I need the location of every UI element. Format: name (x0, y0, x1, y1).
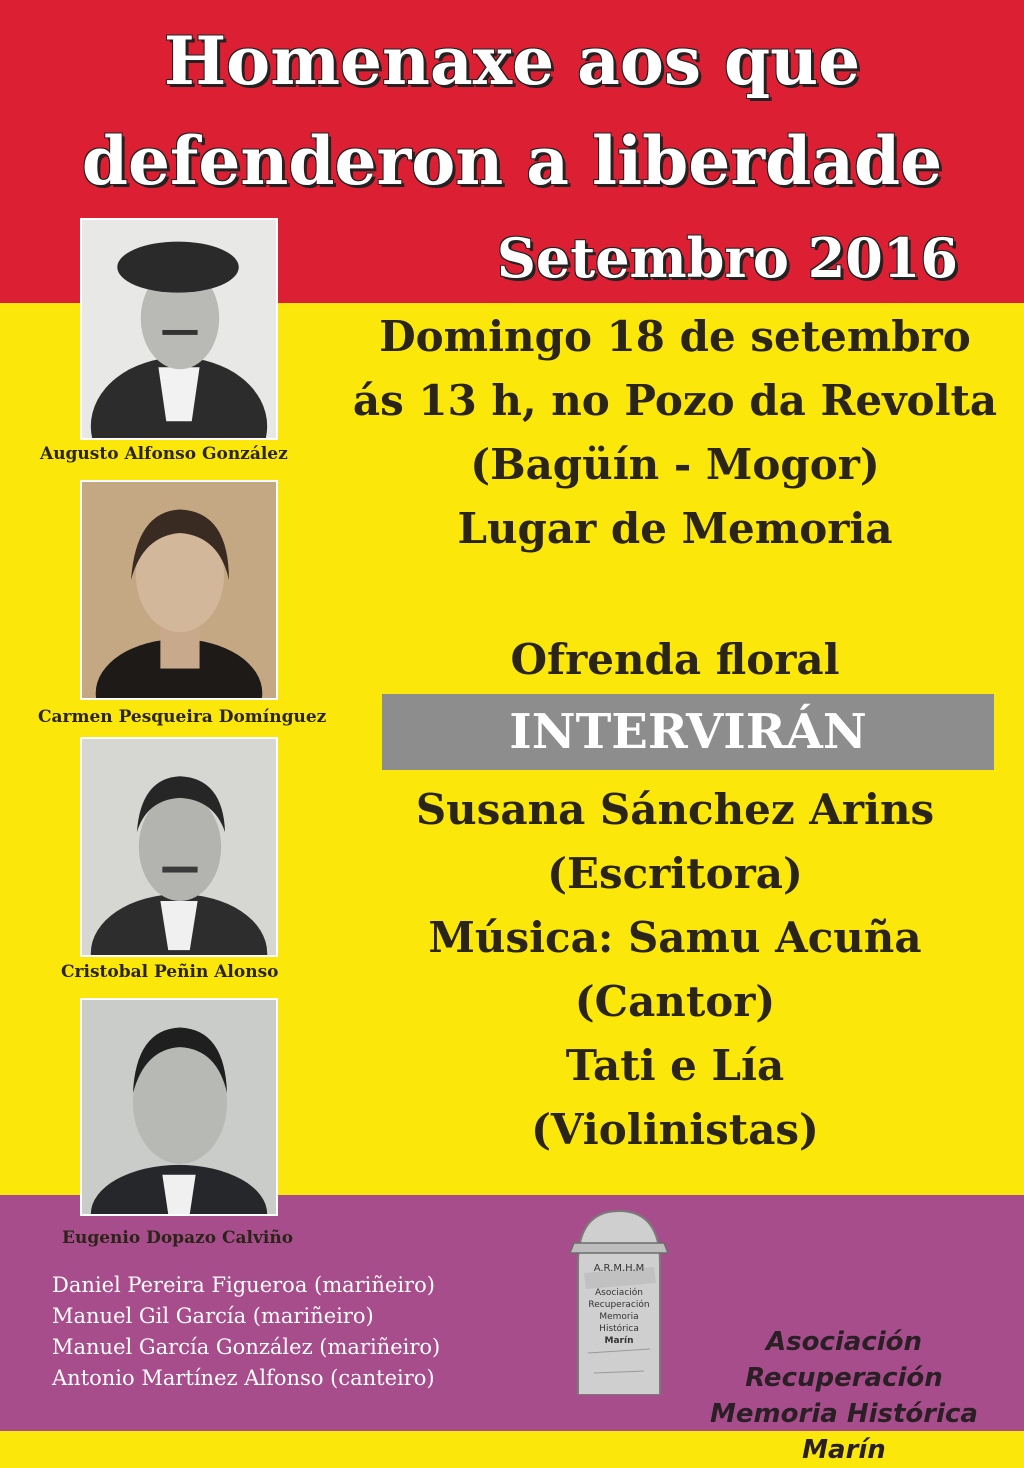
event-line: ás 13 h, no Pozo da Revolta (352, 376, 998, 425)
list-item: Daniel Pereira Figueroa (mariñeiro) (52, 1273, 435, 1297)
tombstone-logo (564, 1203, 674, 1395)
organization-line: Memoria Histórica Marín (710, 1399, 978, 1465)
poster-date: Setembro 2016 (496, 226, 958, 290)
event-line: (Bagüín - Mogor) (470, 440, 880, 489)
poster-title-line2: defenderon a liberdade (81, 122, 943, 200)
speaker-line: Tati e Lía (565, 1041, 785, 1090)
speaker-line: (Escritora) (547, 849, 803, 898)
portrait-caption: Eugenio Dopazo Calviño (62, 1228, 294, 1248)
poster-title-line1: Homenaxe aos que (163, 22, 861, 100)
list-item: Manuel Gil García (mariñeiro) (52, 1304, 374, 1328)
logo-text: Asociación (595, 1288, 643, 1298)
logo-text: Recuperación (588, 1300, 650, 1310)
ofrenda-text: Ofrenda floral (510, 635, 840, 684)
speaker-line: (Cantor) (574, 977, 776, 1026)
portrait-caption: Augusto Alfonso González (40, 444, 288, 464)
portrait-caption: Cristobal Peñin Alonso (61, 962, 279, 982)
intervention-header: INTERVIRÁN (382, 694, 994, 770)
speaker-line: Susana Sánchez Arins (415, 785, 935, 834)
list-item: Antonio Martínez Alfonso (canteiro) (52, 1366, 435, 1390)
victims-list (52, 1270, 440, 1394)
portrait-photo (80, 218, 278, 440)
speaker-line: (Violinistas) (531, 1105, 819, 1154)
logo-text: Memoria (599, 1312, 639, 1322)
list-item: Manuel García González (mariñeiro) (52, 1335, 441, 1359)
portrait-photo (80, 737, 278, 957)
portrait-caption: Carmen Pesqueira Domínguez (38, 707, 327, 727)
logo-acronym: A.R.M.H.M (593, 1263, 645, 1274)
event-line: Domingo 18 de setembro (379, 312, 971, 361)
organization-name (684, 1324, 1004, 1468)
event-details (340, 305, 1010, 561)
logo-text: Histórica (599, 1324, 639, 1334)
logo-text: Marín (604, 1336, 634, 1346)
event-line: Lugar de Memoria (457, 504, 893, 553)
organization-line: Asociación Recuperación (745, 1327, 943, 1393)
speaker-line: Música: Samu Acuña (428, 913, 922, 962)
portrait-photo (80, 480, 278, 700)
portrait-photo (80, 998, 278, 1216)
speakers-list (340, 778, 1010, 1162)
